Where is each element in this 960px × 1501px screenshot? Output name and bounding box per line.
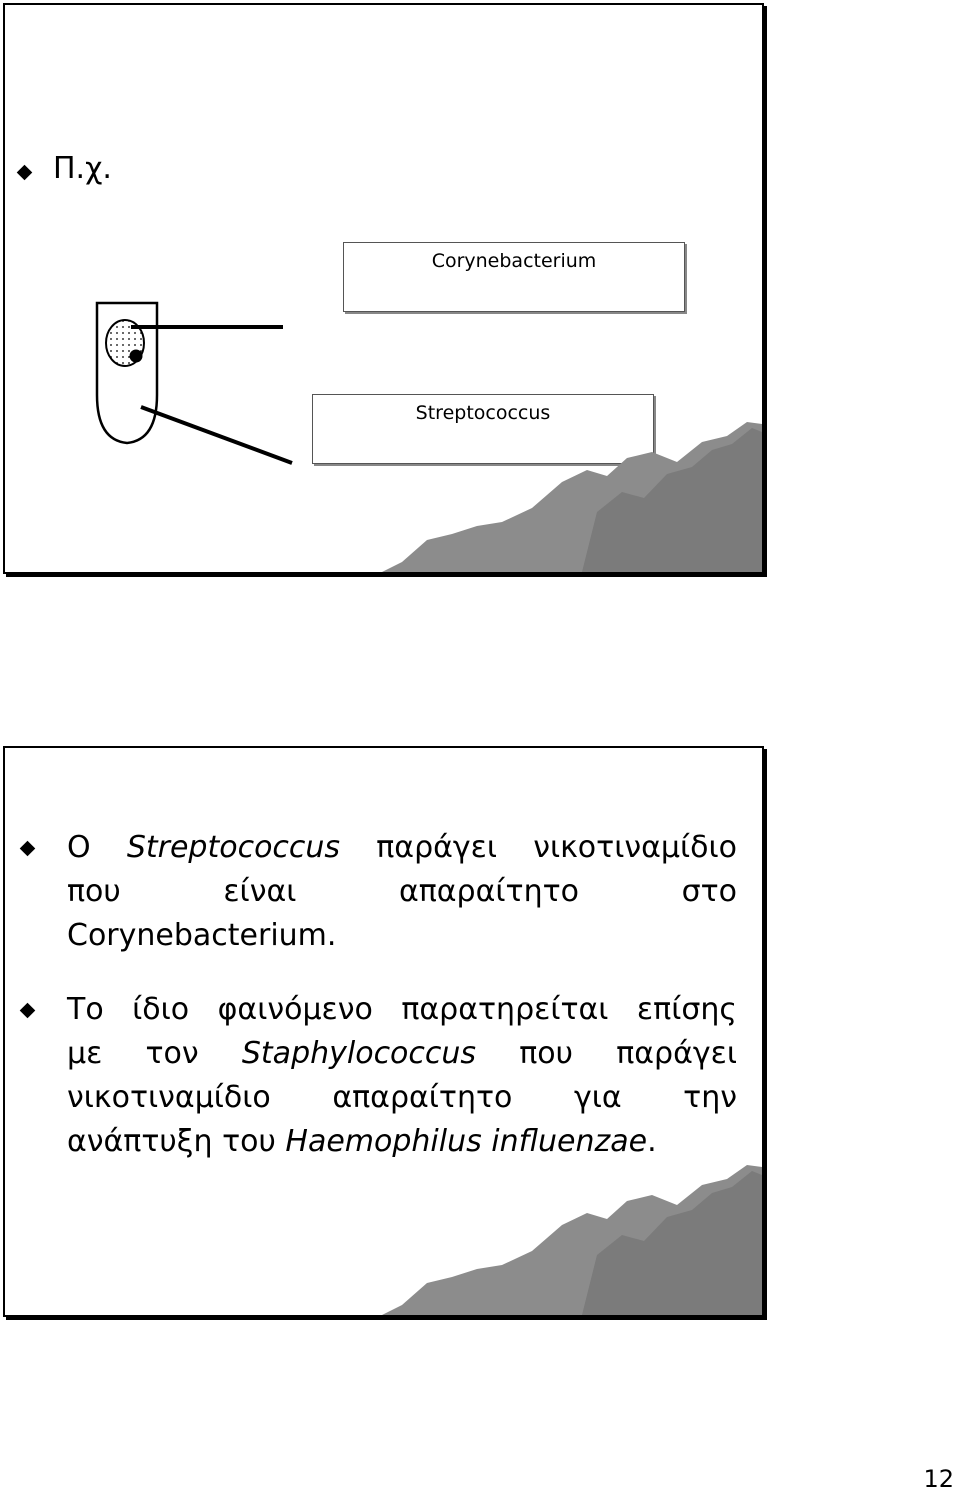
label-corynebacterium: Corynebacterium [431,250,597,272]
pointer-line-bottom [141,407,292,463]
para1-line1: Ο Streptococcus παράγει νικοτιναμίδιο [67,830,738,865]
slide-heading [53,151,112,186]
label-box-corynebacterium [343,242,685,312]
diamond-bullet-icon [17,165,33,181]
para2-line1: Το ίδιο φαινόμενο παρατηρείται επίσης [67,992,737,1027]
colony-dark [130,350,143,363]
bullet-paragraph-2 [67,988,737,1164]
label-streptococcus: Streptococcus [415,402,551,424]
mountain-decoration [382,422,762,572]
genus-name: Staphylococcus [241,1036,477,1071]
para2-line3: νικοτιναμίδιο απαραίτητο για την [67,1080,737,1115]
page-number: 12 [923,1465,954,1493]
para2-line4: ανάπτυξη του Haemophilus influenzae. [67,1124,657,1159]
slide-1 [3,3,764,574]
heading-text: Π.χ. [53,151,112,186]
mountain-decoration [382,1165,762,1315]
para1-line2: που είναι απαραίτητο στο [67,874,737,909]
para2-line2: με τον Staphylococcus που παράγει [67,1036,737,1071]
species-name: Haemophilus influenzae [285,1124,648,1159]
bullet-paragraph-1 [67,826,737,958]
genus-name: Streptococcus [126,830,341,865]
para1-line3: Corynebacterium. [67,918,337,953]
petri-dish-diagram [85,295,305,475]
